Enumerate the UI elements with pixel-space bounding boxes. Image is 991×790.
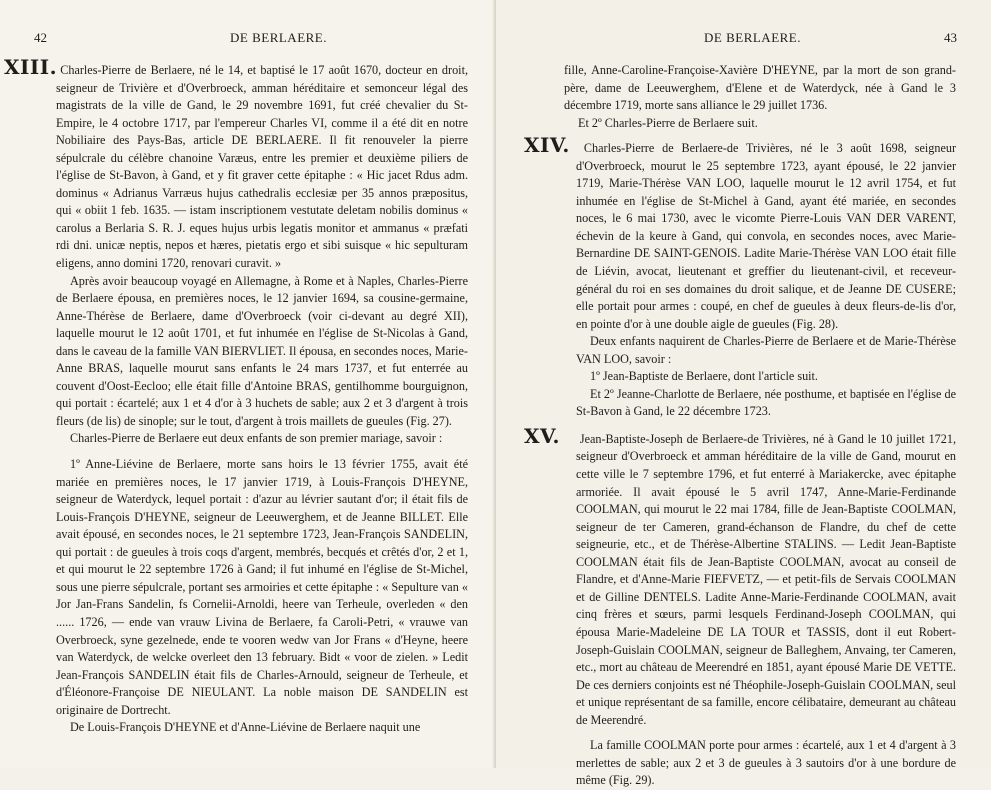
paragraph: 1º Anne-Liévine de Berlaere, morte sans hoirs le 13 février 1755, avait été mariée en premières noces, le 17 janvier 1719, à Louis-François D'HEYNE, seigneur de Waterdyck, lequel portait : d'azur au lévrier sautant d'or; il était fils de Louis-François D'HEYNE, seigneur de Leeuwerghem, et de Jeanne BILLET. Elle avait épousé, en secondes noces, le 21 septembre 1723, Jean-François SANDELIN, qui portait : de gueules à trois coqs d'argent, membrés, becqués et crêtés d'or, 2 et 1, et qui mourut le 22 septembre 1726 à Gand; il fut inhumé en l'église de St-Michel, sous une pierre sépulcrale, portant ses armoiries et cette épitaphe : « Sepulture van « Jor Jan-Frans Sandelin, fs Cornelii-Arnoldi, heere van Terheule, overleden « den ...... 1726, — ende van vrauw Livina de Berlaere, fa Caroli-Petri, « vrauwe van Overbroeck, syne gezelnede, ende te vooren wedw van Jor Frans « d'Heyne, heere van Waterdyck, de welcke overleet den 13 february. Bidt « voor de zielen. » Ledit Jean-François SANDELIN était fils de Charles-Arnould, seigneur de Terheule, et d'Éléonore-Françoise DE NIEULANT. La noble maison DE SANDELIN est originaire de Dortrecht. — [56, 457, 468, 717]
paragraph: La famille COOLMAN porte pour armes : écartelé, aux 1 et 4 d'argent à 3 merlettes de sable; aux 2 et 3 de gueules à 3 sautoirs d'or à une bordure de même (Fig. 29). — [576, 738, 956, 788]
paragraph: XIV. Charles-Pierre de Berlaere-de Trivières, né le 3 août 1698, seigneur d'Overbroeck, mourut le 25 septembre 1723, ayant épousé, le 22 janvier 1719, Marie-Thérèse VAN LOO, laquelle mourut le 12 avril 1754, et fut inhumée en l'église de St-Michel à Gand, ayant été mariée, en secondes noces, le 6 mai 1730, avec le vicomte Pierre-Louis VAN DER VARENT, échevin de la keure à Gand, qui convola, en secondes noces, avec Marie-Bernardine DE SAINT-GENOIS. Ladite Marie-Thérèse VAN LOO était fille de Liévin, avocat, lieutenant et greffier du lieutenant-civil, et receveur-général du roi en ses domaines du droit salique, et de Jeanne DE CUSERE; elle portait pour armes : coupé, en chef de gueules à deux fleurs-de-lis d'or, en pointe d'or à une double aigle de gueules (Fig. 28). — [524, 133, 957, 331]
paragraph: fille, Anne-Caroline-Françoise-Xavière D'HEYNE, par la mort de son grand-père, dame de Leeuwerghem, d'Elene et de Waterdyck, née à Gand le 3 décembre 1719, morte sans alliance le 29 juillet 1736. — [564, 63, 956, 113]
paragraph: Et 2º Charles-Pierre de Berlaere suit. — [578, 115, 758, 130]
right-page — [496, 0, 991, 788]
running-head: DE BERLAERE. — [230, 30, 327, 45]
page-number: 42 — [34, 30, 47, 45]
paragraph: 1º Jean-Baptiste de Berlaere, dont l'article suit. — [590, 369, 818, 384]
page-number: 43 — [944, 30, 957, 45]
paragraph: Et 2º Jeanne-Charlotte de Berlaere, née posthume, et baptisée en l'église de St-Bavon à Gand, le 22 décembre 1723. — [576, 386, 956, 419]
paragraph: Charles-Pierre de Berlaere eut deux enfants de son premier mariage, savoir : — [70, 431, 443, 446]
left-page — [0, 0, 496, 768]
left-page-text — [4, 55, 469, 737]
right-page-text — [524, 62, 956, 790]
paragraph: Deux enfants naquirent de Charles-Pierre de Berlaere et de Marie-Thérèse VAN LOO, savoir : — [576, 334, 956, 366]
paragraph: XIII. Charles-Pierre de Berlaere, né le 14, et baptisé le 17 août 1670, docteur en droit, seigneur de Trivière et d'Overbroeck, amman héréditaire et semonceur légal des magistrats de la ville de Gand, le 29 novembre 1691, fut créé chevalier du St-Empire, le 4 octobre 1717, par l'empereur Charles VI, comme il a été dit en notre Nobiliaire des Pays-Bas, article DE BERLAERE. Il fit renouveler la pierre sépulcrale du célèbre chanoine Varæus, entre les premier et deuxième piliers de l'église de St-Bavon, à Gand, et y fit graver cette épitaphe : « Hic jacet Rdus adm. dominus « Adrianus Varræus hujus cathedralis ecclesiæ per 35 annos præpositus, qui « obiit 1 feb. 1635. — istam inscriptionem vestutate deletam nobilis dominus « carolus a Berlaria S. R. J. eques hujus urbis legatis monitor et ammanus « præfati rdi dni. unicæ neptis, nepos et hæres, pietatis ergo et sibi suisque « hic sepulturam eligens, anno domini 1720, renovari curavit. » — [4, 55, 469, 271]
paragraph: De Louis-François D'HEYNE et d'Anne-Liévine de Berlaere naquit une — [70, 720, 421, 735]
paragraph: XV. Jean-Baptiste-Joseph de Berlaere-de Trivières, né à Gand le 10 juillet 1721, seigneur d'Overbroeck et amman héréditaire de la ville de Gand, mourut en cette ville le 7 septembre 1796, et fut enterré à Mariakercke, avec épitaphe armoriée. Il avait épousé le 5 avril 1747, Anne-Marie-Ferdinande COOLMAN, qui mourut le 22 mai 1784, fille de Jean-Baptiste COOLMAN, seigneur de ter Cameren, grand-échanson de Flandre, du chef de cette seigneurie, etc., et de Thérèse-Albertine STALINS. — Ledit Jean-Baptiste COOLMAN était fils de Jean-Baptiste COOLMAN, avocat au conseil de Flandre, et d'Anne-Marie FIEFVETZ, — et petit-fils de Servais COOLMAN et de Gilline DENTELS. Ladite Anne-Marie-Ferdinande COOLMAN, avait cinq frères et sœurs, parmi lesquels Ferdinand-Joseph COOLMAN, qui épousa Marie-Madeleine DE LA TOUR et TASSIS, dont il eut Robert-Joseph-Guislain COOLMAN, seigneur de Balleghem, Anvaing, ter Cameren, etc., mort au château de Meerendré en 1851, ayant épousé Marie DE VETTE. De ces derniers conjoints est né Théophile-Joseph-Guislain COOLMAN, seul et unique représentant de sa famille, encore célibataire, demeurant au château de Meerendré. — [524, 423, 957, 727]
paragraph: Après avoir beaucoup voyagé en Allemagne, à Rome et à Naples, Charles-Pierre de Berlaere épousa, en premières noces, le 12 janvier 1694, sa cousine-germaine, Anne-Thérèse de Berlaere, dame d'Overbroeck (voir ci-devant au degré XII), laquelle mourut le 12 août 1701, et fut inhumée en l'église de St-Nicolas à Gand, dans le caveau de la famille VAN BIERVLIET. Il épousa, en secondes noces, Marie-Anne BRAS, laquelle mourut sans enfants le 24 mars 1737, et fut enterrée au couvent d'Oost-Eecloo; elle était fille d'Antoine BRAS, gentilhomme bourguignon, qui portait : écartelé; aux 1 et 4 d'or à 3 huchets de sable; aux 2 et 3 d'argent à trois fleurs (de lis) de sinople; sur le tout, d'argent à trois maillets de gueules (Fig. 27). — [56, 273, 468, 428]
running-head: DE BERLAERE. — [704, 30, 801, 45]
